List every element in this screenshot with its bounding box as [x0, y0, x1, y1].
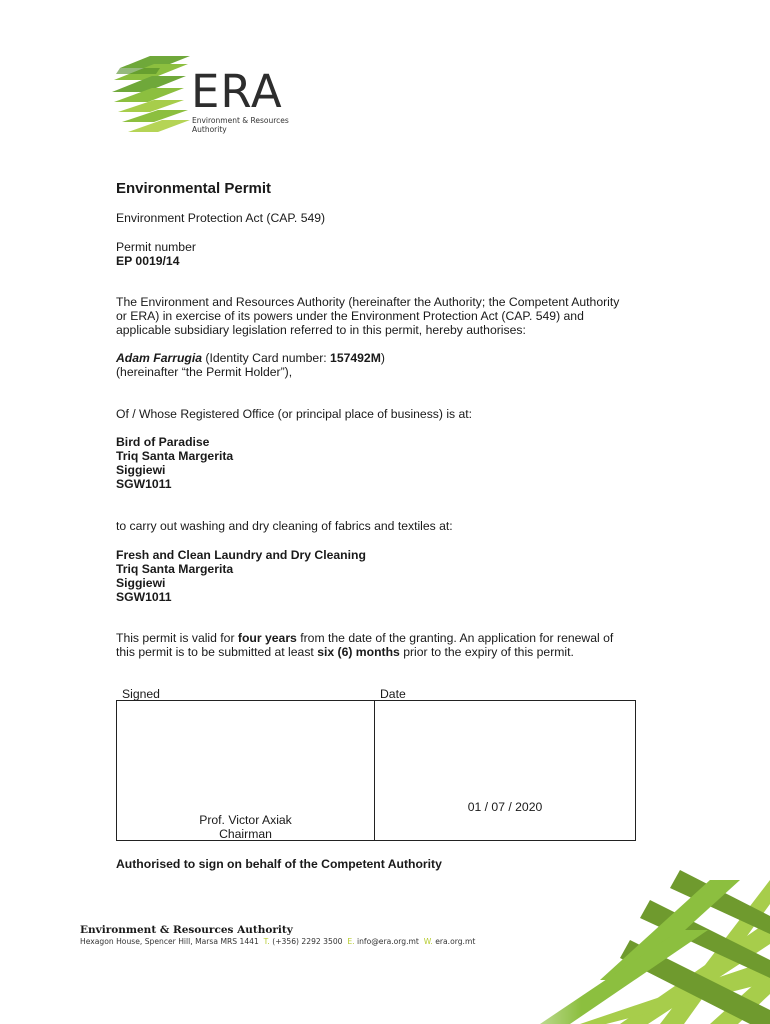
footer-web: era.org.mt [435, 937, 476, 946]
date-value: 01 / 07 / 2020 [467, 800, 543, 814]
permit-number-block [116, 240, 656, 268]
signer-block [117, 813, 374, 841]
validity-paragraph: This permit is valid for four years from the date of the granting. An application for renewal of this permit is to be submitted at least six (6) months prior to the expiry of this permit. [116, 631, 614, 659]
signature-table [116, 700, 636, 841]
intro-paragraph: The Environment and Resources Authority (hereinafter the Authority; the Competent Authority or ERA) in exercise of its powers under the Environment Protection Act (CAP. 549) and applicable subsidiary legislation referred to in this permit, hereby authorises: [116, 295, 620, 337]
office-address: Bird of Paradise Triq Santa Margerita Siggiewi SGW1011 [116, 435, 234, 491]
footer-org: Environment & Resources Authority [80, 924, 293, 936]
permit-holder: Adam Farrugia (Identity Card number: 157492M) (hereinafter “the Permit Holder”), [116, 351, 385, 379]
logo-wordmark: ERA [191, 65, 283, 118]
table-divider [374, 701, 375, 840]
logo-subtitle: Environment & Resources Authority [192, 116, 289, 134]
permit-label: Permit number [116, 240, 196, 254]
signer-title: Chairman [219, 827, 272, 841]
date-label: Date [380, 687, 406, 701]
signer-name: Prof. Victor Axiak [199, 813, 292, 827]
authorised-line: Authorised to sign on behalf of the Competent Authority [116, 857, 442, 871]
signed-label: Signed [122, 687, 160, 701]
office-line: Of / Whose Registered Office (or principal place of business) is at: [116, 407, 473, 421]
site-address: Fresh and Clean Laundry and Dry Cleaning Triq Santa Margerita Siggiewi SGW1011 [116, 548, 366, 604]
footer-stripes-graphic [480, 860, 770, 1024]
footer-address: Hexagon House, Spencer Hill, Marsa MRS 1441 T. (+356) 2292 3500 E. info@era.org.mt W. era.org.mt [80, 937, 476, 946]
footer-email: info@era.org.mt [356, 937, 419, 946]
holder-id: 157492M [330, 351, 381, 365]
permit-number: EP 0019/14 [116, 254, 180, 268]
act-line: Environment Protection Act (CAP. 549) [116, 211, 326, 225]
holder-name: Adam Farrugia [116, 351, 203, 365]
activity-line: to carry out washing and dry cleaning of fabrics and textiles at: [116, 519, 453, 533]
page-title: Environmental Permit [116, 180, 272, 197]
